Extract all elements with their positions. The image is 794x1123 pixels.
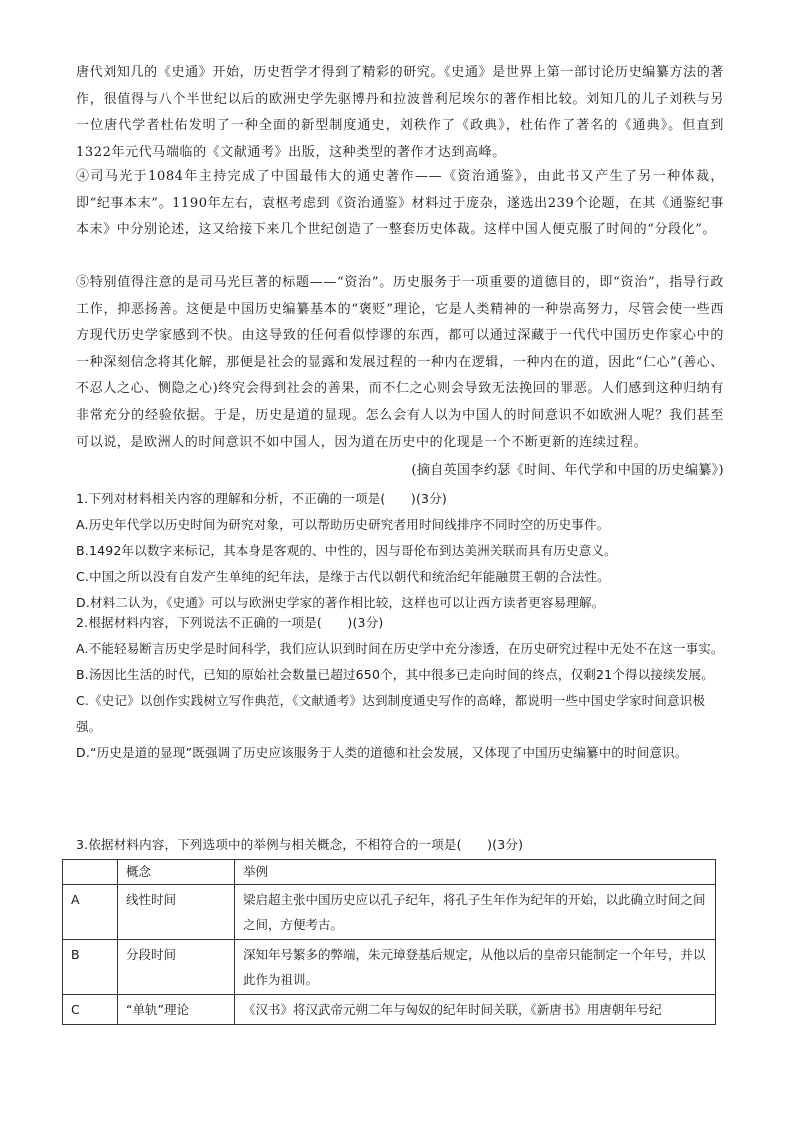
question-3-table [62,859,716,1025]
table-header-cell: 举例 [235,860,716,885]
question-3-stem: 3.依据材料内容，下列选项中的举例与相关概念，不相符合的一项是( )(3分) [76,837,524,852]
table-cell-concept: 分段时间 [118,940,235,995]
table-cell-concept: 线性时间 [118,885,235,940]
table-header-row [63,860,716,885]
question-2-option-d: D.“历史是道的显现”既强调了历史应该服务于人类的道德和社会发展，又体现了中国历史编纂中的时间意识。 [76,745,688,760]
passage-source: (摘自英国李约瑟《时间、年代学和中国的历史编纂》) [411,463,724,478]
table-header-cell: 概念 [118,860,235,885]
question-1-option-d: D.材料二认为，《史通》可以与欧洲史学家的著作相比较，这样也可以让西方读者更容易理解。 [76,595,605,610]
passage-paragraph-5: ⑤特别值得注意的是司马光巨著的标题——“资治”。历史服务于一项重要的道德目的，即“资治”，指导行政工作，抑恶扬善。这便是中国历史编纂基本的“褒贬”理论，它是人类精神的一种崇高努力，尽管会使一些西方现代历史学家感到不快。由这导致的任何看似悖谬的东西，都可以通过深藏于一代代中国历史作家心中的一种深刻信念将其化解，那便是社会的显露和发展过程的一种内在逻辑，一种内在的道，因此“仁心”(善心、不忍人之心、恻隐之心)终究会得到社会的善果，而不仁之心则会导致无法挽回的罪恶。人们感到这种归纳有非常充分的经验依据。于是，历史是道的显现。怎么会有人以为中国人的时间意识不如欧洲人呢？我们甚至可以说，是欧洲人的时间意识不如中国人，因为道在历史中的化现是一个不断更新的连续过程。 [76,275,724,450]
table-row [63,995,716,1025]
question-2-option-a: A.不能轻易断言历史学是时间科学，我们应认识到时间在历史学中充分渗透，在历史研究过程中无处不在这一事实。 [76,641,724,656]
table-cell-option: A [63,885,118,940]
passage-paragraph-1: 唐代刘知几的《史通》开始，历史哲学才得到了精彩的研究。《史通》是世界上第一部讨论历史编纂方法的著作，很值得与八个半世纪以后的欧洲史学先驱博丹和拉波普利尼埃尔的著作相比较。刘知几的儿子刘秩与另一位唐代学者杜佑发明了一种全面的新型制度通史，刘秩作了《政典》，杜佑作了著名的《通典》。但直到1322年元代马端临的《文献通考》出版，这种类型的著作才达到高峰。 [76,65,724,160]
table-row [63,885,716,940]
question-2-stem: 2.根据材料内容，下列说法不正确的一项是( )(3分) [76,615,384,630]
question-1-option-b: B.1492年以数字来标记，其本身是客观的、中性的，因与哥伦布到达美洲关联而具有历史意义。 [76,543,617,558]
question-3 [76,832,724,858]
table-cell-example: 深知年号繁多的弊端，朱元璋登基后规定，从他以后的皇帝只能制定一个年号，并以此作为祖训。 [235,940,716,995]
table-row [63,940,716,995]
table-header-cell [63,860,118,885]
table-cell-example: 《汉书》将汉武帝元朔二年与匈奴的纪年时间关联，《新唐书》用唐朝年号纪 [235,995,716,1025]
question-1 [76,486,724,616]
question-2-option-b: B.汤因比生活的时代，已知的原始社会数量已超过650个，其中很多已走向时间的终点，仅剩21个得以接续发展。 [76,667,714,682]
passage-paragraph-4: ④司马光于1084年主持完成了中国最伟大的通史著作——《资治通鉴》，由此书又产生了另一种体裁，即“纪事本末”。1190年左右，袁枢考虑到《资治通鉴》材料过于庞杂，遂选出239个论题，在其《通鉴纪事本末》中分别论述，这又给接下来几个世纪创造了一整套历史体裁。这样中国人便克服了时间的“分段化”。 [76,169,724,238]
table-cell-option: B [63,940,118,995]
question-2 [76,610,724,766]
question-2-option-c: C.《史记》以创作实践树立写作典范，《文献通考》达到制度通史写作的高峰，都说明一些中国史学家时间意识极强。 [76,693,706,734]
table-cell-example: 梁启超主张中国历史应以孔子纪年，将孔子生年作为纪年的开始，以此确立时间之间之间，方便考古。 [235,885,716,940]
table-cell-option: C [63,995,118,1025]
question-1-option-a: A.历史年代学以历史时间为研究对象，可以帮助历史研究者用时间线排序不同时空的历史事件。 [76,517,610,532]
table-cell-concept: “单轨”理论 [118,995,235,1025]
question-1-stem: 1.下列对材料相关内容的理解和分析，不正确的一项是( )(3分) [76,491,447,506]
question-1-option-c: C.中国之所以没有自发产生单纯的纪年法，是缘于古代以朝代和统治纪年能融贯王朝的合法性。 [76,569,610,584]
